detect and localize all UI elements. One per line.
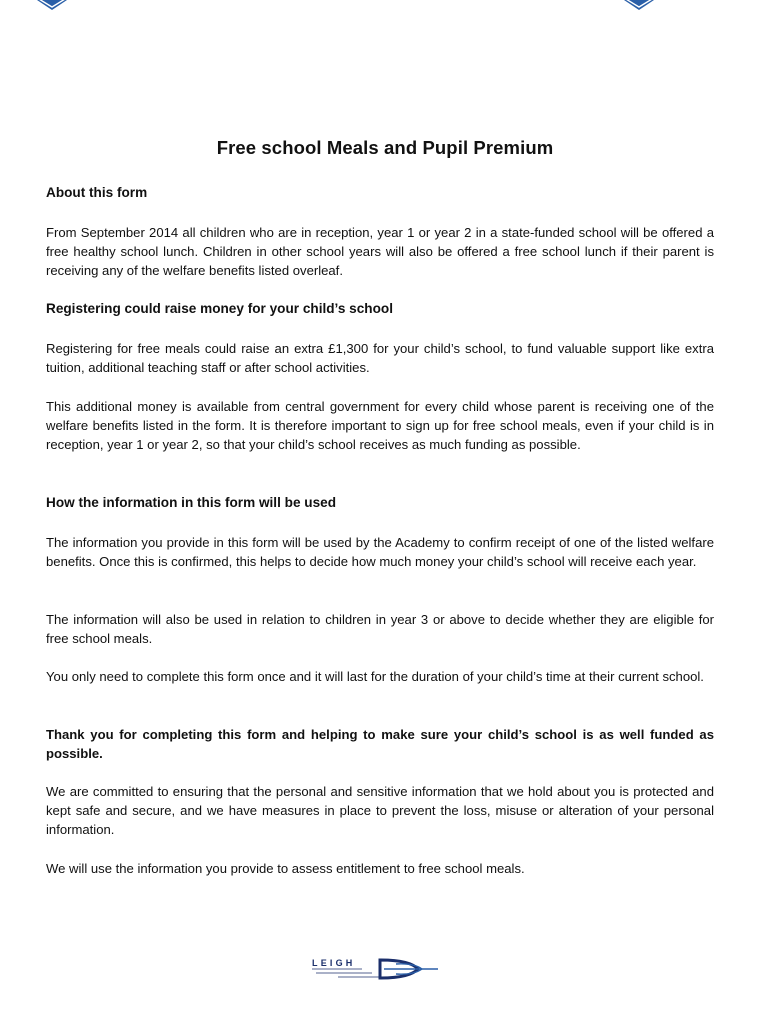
academy-crest-logo-left [26, 0, 78, 12]
paragraph-year-3: The information will also be used in relation to children in year 3 or above to decide whether they are eligible for free school meals. [46, 612, 714, 647]
leigh-academy-logo [310, 956, 442, 982]
paragraph-confirm-benefits: The information you provide in this form will be used by the Academy to confirm receipt of one of the listed welfare benefits. Once this is confirmed, this helps to decide how much money your child’s school will receive each year. [46, 535, 714, 570]
paragraph-complete-once: You only need to complete this form once and it will last for the duration of your child’s time at their current school. [46, 669, 704, 684]
heading-about-this-form: About this form [46, 185, 148, 200]
paragraph-thank-you: Thank you for completing this form and helping to make sure your child’s school is as well funded as possible. [46, 727, 714, 762]
paragraph-intro: From September 2014 all children who are in reception, year 1 or year 2 in a state-funded school will be offered a free healthy school lunch. Children in other school years will also be offered a free school lunch if their parent is receiving any of the welfare benefits listed overleaf. [46, 225, 714, 279]
footer-logo-text: LEIGH [312, 958, 356, 968]
paragraph-data-protection: We are committed to ensuring that the personal and sensitive information that we hold about you is protected and kept safe and secure, and we have measures in place to prevent the loss, misuse or alteration of your personal information. [46, 784, 714, 838]
document-title: Free school Meals and Pupil Premium [216, 137, 554, 158]
heading-registering: Registering could raise money for your child’s school [46, 301, 393, 316]
academy-crest-logo-right [613, 0, 665, 12]
paragraph-entitlement: We will use the information you provide to assess entitlement to free school meals. [46, 861, 525, 876]
heading-information-use: How the information in this form will be used [46, 495, 337, 510]
paragraph-additional-money: This additional money is available from central government for every child whose parent is receiving one of the welfare benefits listed in the form. It is therefore important to sign up for free school meals, even if your child is in reception, year 1 or year 2, so that your child’s school receives as much funding as possible. [46, 399, 714, 453]
paragraph-raise-money: Registering for free meals could raise an extra £1,300 for your child’s school, to fund valuable support like extra tuition, additional teaching staff or after school activities. [46, 341, 714, 376]
